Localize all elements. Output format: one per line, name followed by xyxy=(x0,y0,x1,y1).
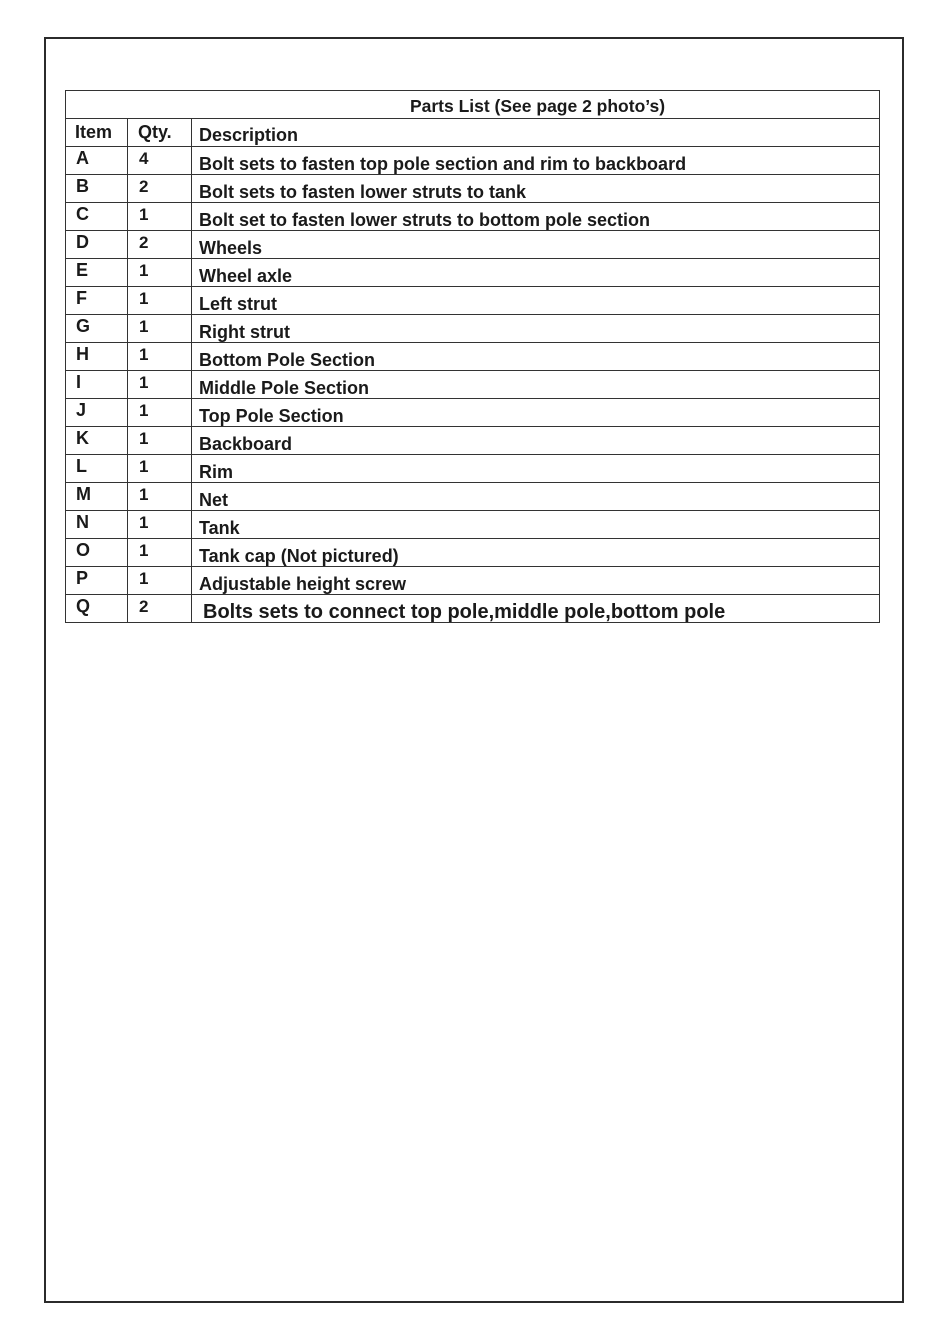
item-description: Rim xyxy=(192,455,880,483)
item-code: N xyxy=(66,511,128,539)
table-row xyxy=(66,259,880,287)
table-row xyxy=(66,483,880,511)
item-qty: 1 xyxy=(128,287,192,315)
item-code: P xyxy=(66,567,128,595)
parts-list-table xyxy=(65,90,880,623)
item-description: Wheel axle xyxy=(192,259,880,287)
item-qty: 1 xyxy=(128,455,192,483)
item-description: Bolt set to fasten lower struts to bottom pole section xyxy=(192,203,880,231)
item-code: G xyxy=(66,315,128,343)
header-item: Item xyxy=(66,119,128,147)
table-row xyxy=(66,539,880,567)
item-qty: 1 xyxy=(128,539,192,567)
title-row xyxy=(66,91,880,119)
table-row xyxy=(66,203,880,231)
item-qty: 1 xyxy=(128,427,192,455)
table-title: Parts List (See page 2 photo’s) xyxy=(409,96,666,116)
table-row xyxy=(66,595,880,623)
item-code: I xyxy=(66,371,128,399)
item-qty: 2 xyxy=(128,595,192,623)
item-qty: 2 xyxy=(128,175,192,203)
item-description: Tank xyxy=(192,511,880,539)
item-description: Adjustable height screw xyxy=(192,567,880,595)
table-row xyxy=(66,343,880,371)
item-description: Bottom Pole Section xyxy=(192,343,880,371)
item-qty: 1 xyxy=(128,399,192,427)
item-description: Left strut xyxy=(192,287,880,315)
table-title-cell xyxy=(66,91,880,119)
item-qty: 1 xyxy=(128,567,192,595)
item-description: Middle Pole Section xyxy=(192,371,880,399)
item-description: Wheels xyxy=(192,231,880,259)
item-code: Q xyxy=(66,595,128,623)
item-description: Right strut xyxy=(192,315,880,343)
table-row xyxy=(66,175,880,203)
item-code: M xyxy=(66,483,128,511)
item-qty: 1 xyxy=(128,483,192,511)
item-qty: 1 xyxy=(128,511,192,539)
header-row xyxy=(66,119,880,147)
item-description: Bolt sets to fasten lower struts to tank xyxy=(192,175,880,203)
table-row xyxy=(66,287,880,315)
item-qty: 1 xyxy=(128,371,192,399)
item-qty: 4 xyxy=(128,147,192,175)
item-description: Bolts sets to connect top pole,middle pole,bottom pole xyxy=(192,595,880,623)
item-code: J xyxy=(66,399,128,427)
item-description: Bolt sets to fasten top pole section and rim to backboard xyxy=(192,147,880,175)
table-row xyxy=(66,511,880,539)
item-code: L xyxy=(66,455,128,483)
table-row xyxy=(66,371,880,399)
table-row xyxy=(66,567,880,595)
item-code: K xyxy=(66,427,128,455)
item-qty: 2 xyxy=(128,231,192,259)
item-qty: 1 xyxy=(128,203,192,231)
item-code: H xyxy=(66,343,128,371)
header-qty: Qty. xyxy=(128,119,192,147)
item-code: C xyxy=(66,203,128,231)
item-code: D xyxy=(66,231,128,259)
item-description: Tank cap (Not pictured) xyxy=(192,539,880,567)
table-row xyxy=(66,147,880,175)
table-row xyxy=(66,315,880,343)
item-qty: 1 xyxy=(128,315,192,343)
table-row xyxy=(66,455,880,483)
item-code: B xyxy=(66,175,128,203)
item-description: Backboard xyxy=(192,427,880,455)
item-description: Top Pole Section xyxy=(192,399,880,427)
item-qty: 1 xyxy=(128,343,192,371)
table-row xyxy=(66,231,880,259)
table-row xyxy=(66,427,880,455)
item-description: Net xyxy=(192,483,880,511)
item-qty: 1 xyxy=(128,259,192,287)
header-description: Description xyxy=(192,119,880,147)
item-code: F xyxy=(66,287,128,315)
table-row xyxy=(66,399,880,427)
item-code: E xyxy=(66,259,128,287)
item-code: A xyxy=(66,147,128,175)
item-code: O xyxy=(66,539,128,567)
